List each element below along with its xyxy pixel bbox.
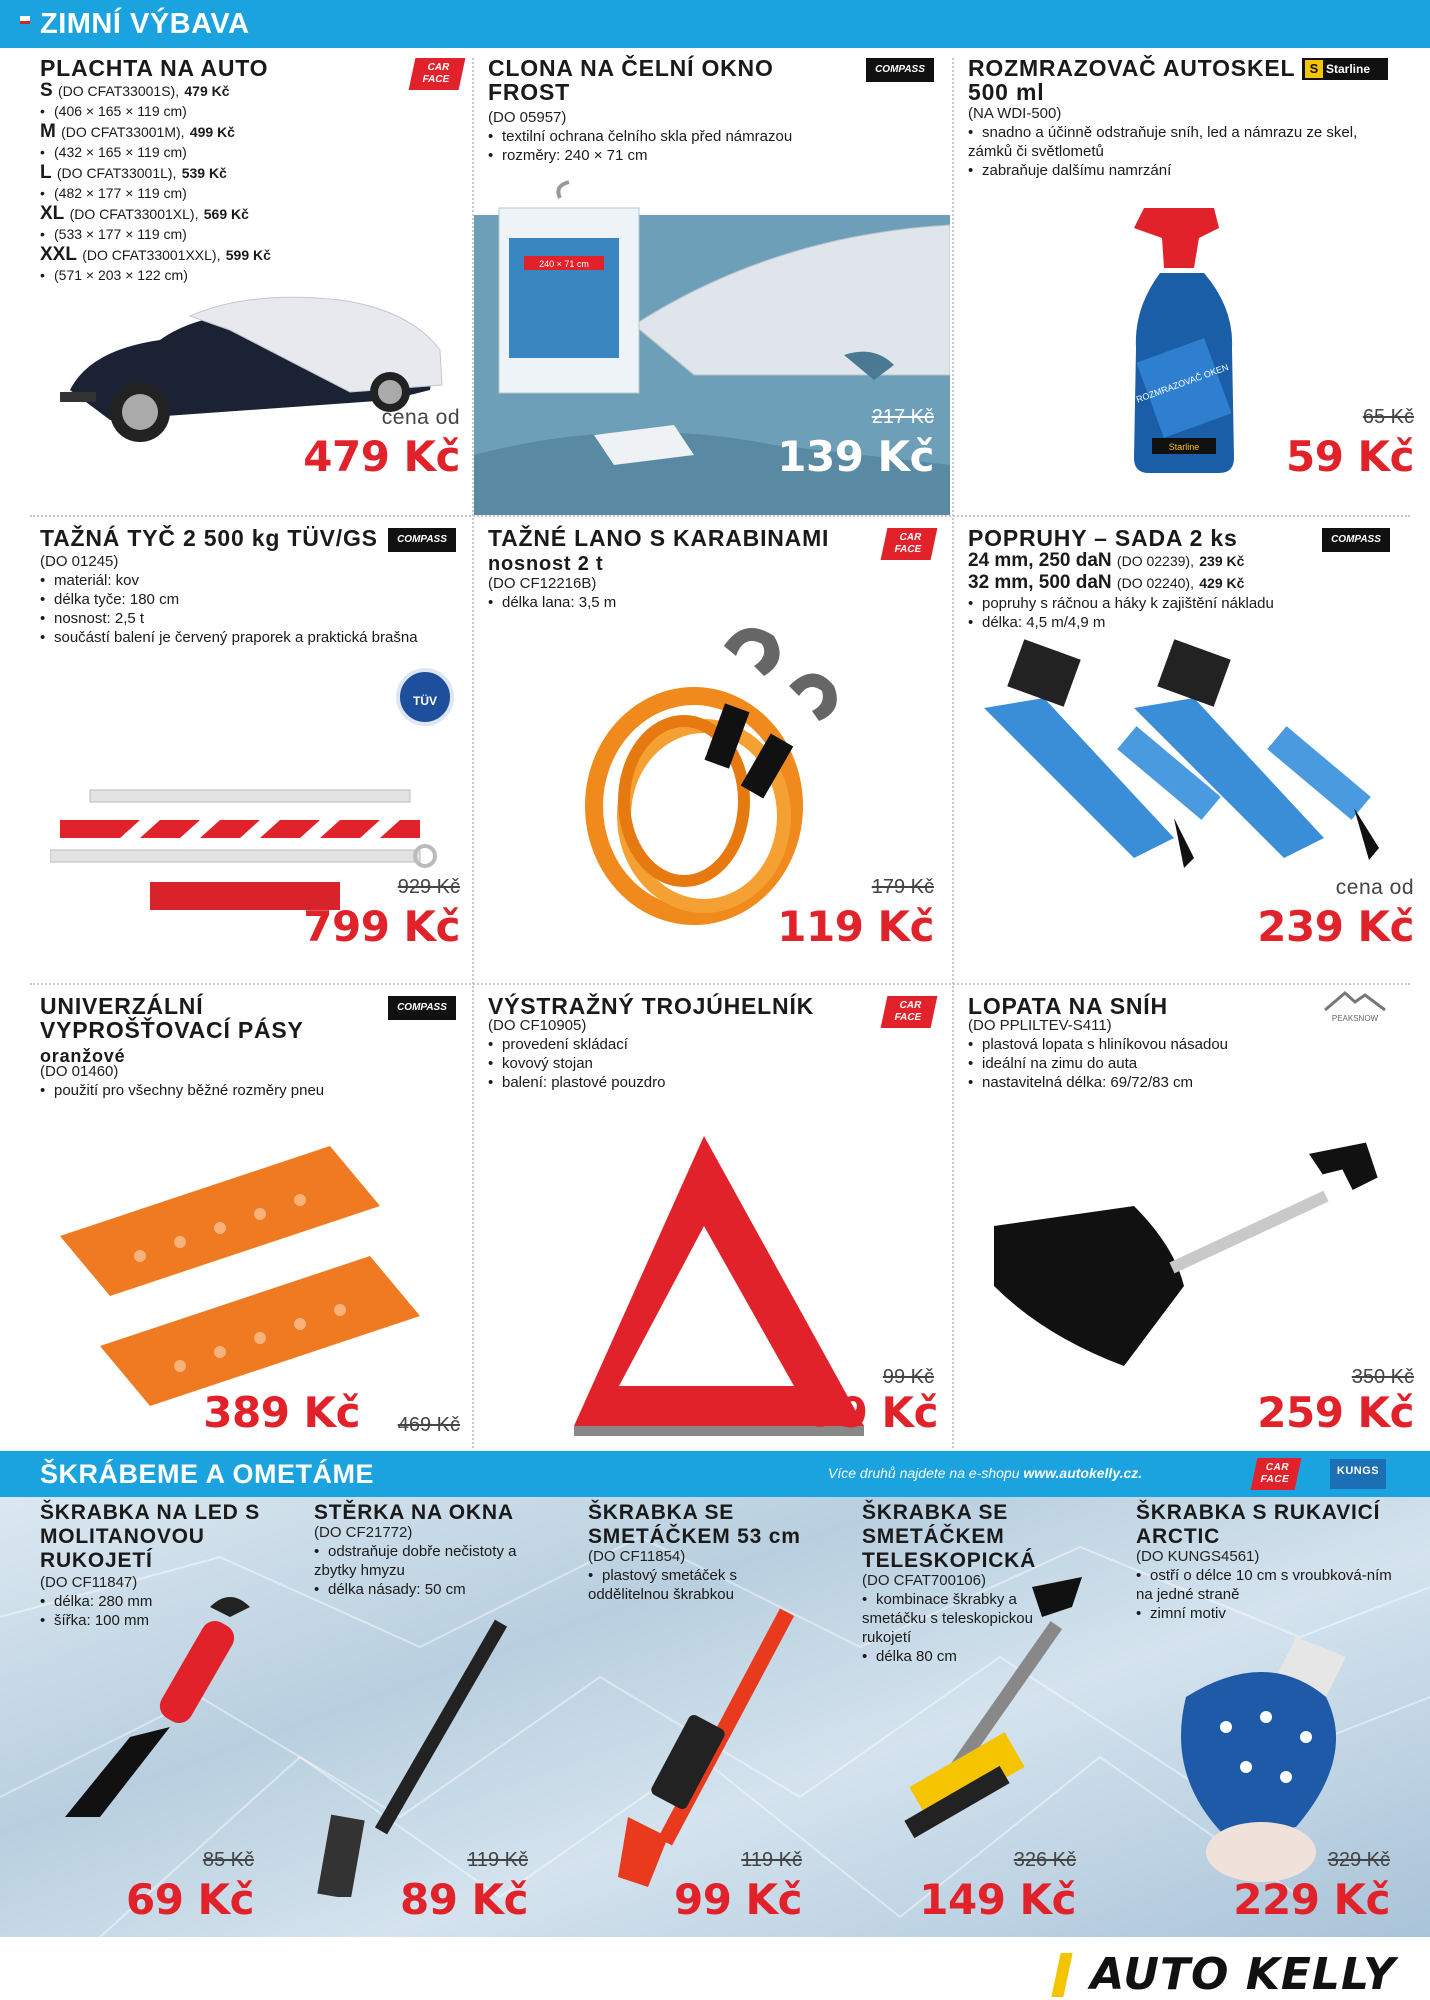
product-traction-mats[interactable] bbox=[0, 986, 476, 1453]
carface-logo-icon: CAR FACE bbox=[409, 58, 466, 90]
scraper-telescopic[interactable] bbox=[822, 1497, 1096, 1937]
bullet-list: • délka: 280 mm • šířka: 100 mm bbox=[40, 1592, 152, 1630]
scraper-foam-handle[interactable] bbox=[0, 1497, 274, 1937]
old-price: 99 Kč bbox=[882, 1366, 934, 1388]
bullet-list: • plastová lopata s hliníkovou násadou • ideální na zimu do auta • nastavitelná délka: 69/72/83 cm bbox=[968, 1035, 1388, 1092]
old-price: 350 Kč bbox=[1351, 1366, 1414, 1388]
size-row: M (DO CFAT33001M), 499 Kč bbox=[40, 121, 235, 142]
product-title: POPRUHY – SADA 2 ks bbox=[968, 525, 1238, 551]
telescopic-scraper-image bbox=[862, 1577, 1102, 1877]
product-title: PLACHTA NA AUTO bbox=[40, 55, 269, 81]
compass-logo-icon: COMPASS bbox=[388, 528, 456, 552]
price-prefix: cena od bbox=[1335, 876, 1414, 899]
bullet-list: • délka lana: 3,5 m bbox=[488, 593, 616, 612]
variant-row: 32 mm, 500 daN (DO 02240), 429 Kč bbox=[968, 572, 1245, 593]
product-title: VÝSTRAŽNÝ TROJÚHELNÍK bbox=[488, 993, 815, 1019]
old-price: 85 Kč bbox=[202, 1849, 254, 1871]
traction-mats-image bbox=[50, 1146, 450, 1426]
price: 149 Kč bbox=[919, 1875, 1076, 1924]
size-row: S (DO CFAT33001S), 479 Kč bbox=[40, 80, 230, 101]
carface-logo-icon: CAR FACE bbox=[1251, 1458, 1302, 1490]
price: 119 Kč bbox=[777, 902, 934, 951]
bullet-list: • použití pro všechny běžné rozměry pneu bbox=[40, 1081, 460, 1100]
price: 229 Kč bbox=[1233, 1875, 1390, 1924]
section-header-winter bbox=[0, 0, 1430, 48]
product-title: TAŽNÉ LANO S KARABINAMI nosnost 2 t bbox=[488, 525, 830, 575]
product-code: (DO CF11854) bbox=[588, 1548, 686, 1565]
price-prefix: cena od bbox=[381, 406, 460, 429]
bullet-list: • textilní ochrana čelního skla před námrazou • rozměry: 240 × 71 cm bbox=[488, 127, 792, 165]
price: 139 Kč bbox=[777, 432, 934, 481]
starline-logo-icon: S Starline bbox=[1302, 58, 1388, 80]
tow-bar-image bbox=[50, 780, 450, 920]
old-price: 929 Kč bbox=[397, 876, 460, 898]
flag-icon bbox=[20, 16, 30, 24]
compass-logo-icon: COMPASS bbox=[1322, 528, 1390, 552]
product-title: ŠKRABKA S RUKAVICÍ ARCTIC bbox=[1136, 1501, 1381, 1548]
product-tow-bar[interactable] bbox=[0, 518, 476, 985]
old-price: 326 Kč bbox=[1013, 1849, 1076, 1871]
price: 479 Kč bbox=[303, 432, 460, 481]
scrapers-panel bbox=[0, 1497, 1430, 1937]
old-price: 329 Kč bbox=[1327, 1849, 1390, 1871]
product-code: (DO 05957) bbox=[488, 109, 567, 126]
product-title: ŠKRABKA SE SMETÁČKEM TELESKOPICKÁ bbox=[862, 1501, 1037, 1572]
bullet-list: • popruhy s ráčnou a háky k zajištění nákladu • délka: 4,5 m/4,9 m bbox=[968, 594, 1408, 632]
old-price: 119 Kč bbox=[467, 1849, 528, 1871]
divider bbox=[30, 515, 1410, 517]
product-title: ROZMRAZOVAČ AUTOSKEL 500 ml bbox=[968, 55, 1296, 105]
bottle-label: ROZMRAZOVAČ OKEN bbox=[1134, 361, 1230, 405]
ratchet-straps-image bbox=[984, 638, 1404, 868]
price: 259 Kč bbox=[1257, 1388, 1414, 1437]
package-image bbox=[494, 178, 644, 398]
bullet-list: • materiál: kov • délka tyče: 180 cm • nosnost: 2,5 t • součástí balení je červený praporek a praktická brašna bbox=[40, 571, 460, 647]
mountain-icon bbox=[1320, 990, 1390, 1012]
ice-scraper-image bbox=[60, 1587, 300, 1847]
tow-rope-image bbox=[564, 616, 864, 946]
price: 239 Kč bbox=[1257, 902, 1414, 951]
product-ratchet-straps[interactable] bbox=[954, 518, 1430, 985]
bottle-brand: Starline bbox=[1168, 442, 1200, 452]
peaksnow-logo-icon: PEAKSNOW bbox=[1320, 990, 1390, 1026]
variant-row: 24 mm, 250 daN (DO 02239), 239 Kč bbox=[968, 550, 1245, 571]
kungs-logo-icon: KUNGS bbox=[1330, 1459, 1386, 1489]
product-warning-triangle[interactable] bbox=[474, 986, 950, 1453]
price: 99 Kč bbox=[673, 1875, 802, 1924]
old-price: 65 Kč bbox=[1362, 406, 1414, 428]
footer bbox=[0, 1937, 1430, 2000]
section-title: ZIMNÍ VÝBAVA bbox=[40, 7, 250, 40]
scraper-brush-53[interactable] bbox=[548, 1497, 822, 1937]
product-code: (DO CF12216B) bbox=[488, 575, 597, 592]
product-code: (DO KUNGS4561) bbox=[1136, 1548, 1260, 1565]
product-title: UNIVERZÁLNÍ VYPROŠŤOVACÍ PÁSY oranžové bbox=[40, 993, 304, 1066]
package-label: 240 × 71 cm bbox=[539, 259, 589, 269]
product-code: (DO CFAT700106) bbox=[862, 1572, 986, 1589]
bullet-list: • kombinace škrabky a smetáčku s teleskopickou rukojetí • délka 80 cm bbox=[862, 1590, 1062, 1666]
product-deicer[interactable] bbox=[954, 48, 1430, 515]
snow-shovel-image bbox=[984, 1136, 1404, 1376]
bullet-list: • odstraňuje dobře nečistoty a zbytky hmyzu • délka násady: 50 cm bbox=[314, 1542, 544, 1599]
product-windshield-cover[interactable] bbox=[474, 48, 950, 515]
size-list: S (DO CFAT33001S), 479 Kč • (406 × 165 × 119 cm) M (DO CFAT33001M), 499 Kč • (432 × 165 × 119 cm) L (DO CFAT33001L), 539 Kč • (482 × 177 × 119 cm) XL (DO CFAT33001XL), 569 Kč • (533 × 177 × 119 cm) XXL (DO CFAT33001XXL), 599 Kč • (571 × 203 × 122 cm) bbox=[40, 80, 440, 285]
carface-logo-icon: CAR FACE bbox=[881, 996, 938, 1028]
squeegee[interactable] bbox=[274, 1497, 548, 1937]
bullet-list: • ostří o délce 10 cm s vroubková-ním na jedné straně • zimní motiv bbox=[1136, 1566, 1396, 1623]
product-code: (DO PPLILTEV-S411) bbox=[968, 1017, 1112, 1034]
price: 69 Kč bbox=[125, 1875, 254, 1924]
product-title: CLONA NA ČELNÍ OKNO FROST bbox=[488, 55, 774, 105]
product-code: (NA WDI-500) bbox=[968, 105, 1062, 122]
carface-logo-icon: CAR FACE bbox=[881, 528, 938, 560]
product-tow-rope[interactable] bbox=[474, 518, 950, 985]
product-code: (DO CF10905) bbox=[488, 1017, 587, 1034]
section-title: ŠKRÁBEME A OMETÁME bbox=[40, 1458, 375, 1489]
section-header-scrape bbox=[0, 1451, 1430, 1497]
product-title: ŠKRABKA SE SMETÁČKEM 53 cm bbox=[588, 1501, 801, 1548]
product-title: ŠKRABKA NA LED S MOLITANOVOU RUKOJETÍ bbox=[40, 1501, 261, 1572]
product-title: LOPATA NA SNÍH bbox=[968, 993, 1168, 1019]
spray-bottle-image bbox=[1124, 198, 1244, 478]
price: 799 Kč bbox=[303, 902, 460, 951]
bullet-list: • plastový smetáček s oddělitelnou škrabkou bbox=[588, 1566, 818, 1604]
compass-logo-icon: COMPASS bbox=[388, 996, 456, 1020]
scraper-glove-arctic[interactable] bbox=[1096, 1497, 1430, 1937]
size-row: XXL (DO CFAT33001XXL), 599 Kč bbox=[40, 244, 271, 265]
product-title: STĚRKA NA OKNA bbox=[314, 1501, 514, 1524]
product-code: (DO 01460) bbox=[40, 1063, 119, 1080]
old-price: 217 Kč bbox=[871, 406, 934, 428]
eshop-note: Více druhů najdete na e-shopu www.autokelly.cz. bbox=[828, 1465, 1143, 1481]
price: 389 Kč bbox=[203, 1388, 360, 1437]
product-title: TAŽNÁ TYČ 2 500 kg TÜV/GS bbox=[40, 525, 378, 551]
price: 79 Kč bbox=[809, 1388, 938, 1437]
product-car-cover[interactable] bbox=[0, 48, 476, 515]
old-price: 119 Kč bbox=[741, 1849, 802, 1871]
old-price: 469 Kč bbox=[397, 1414, 460, 1436]
product-code: (DO 01245) bbox=[40, 553, 119, 570]
auto-kelly-logo[interactable]: AUTO KELLY bbox=[1090, 1949, 1396, 2000]
bullet-list: • snadno a účinně odstraňuje sníh, led a námrazu ze skel, zámků či světlometů • zabraňuje dalšímu namrzání bbox=[968, 123, 1368, 180]
tuv-badge-icon: TÜV SÜD bbox=[396, 668, 454, 726]
product-grid bbox=[0, 48, 1430, 1451]
price: 89 Kč bbox=[399, 1875, 528, 1924]
bullet-list: • provedení skládací • kovový stojan • balení: plastové pouzdro bbox=[488, 1035, 665, 1092]
product-code: (DO CF11847) bbox=[40, 1574, 138, 1591]
price: 59 Kč bbox=[1285, 432, 1414, 481]
product-code: (DO CF21772) bbox=[314, 1524, 413, 1541]
compass-logo-icon: COMPASS bbox=[866, 58, 934, 82]
size-row: XL (DO CFAT33001XL), 569 Kč bbox=[40, 203, 249, 224]
old-price: 179 Kč bbox=[871, 876, 934, 898]
size-row: L (DO CFAT33001L), 539 Kč bbox=[40, 162, 227, 183]
